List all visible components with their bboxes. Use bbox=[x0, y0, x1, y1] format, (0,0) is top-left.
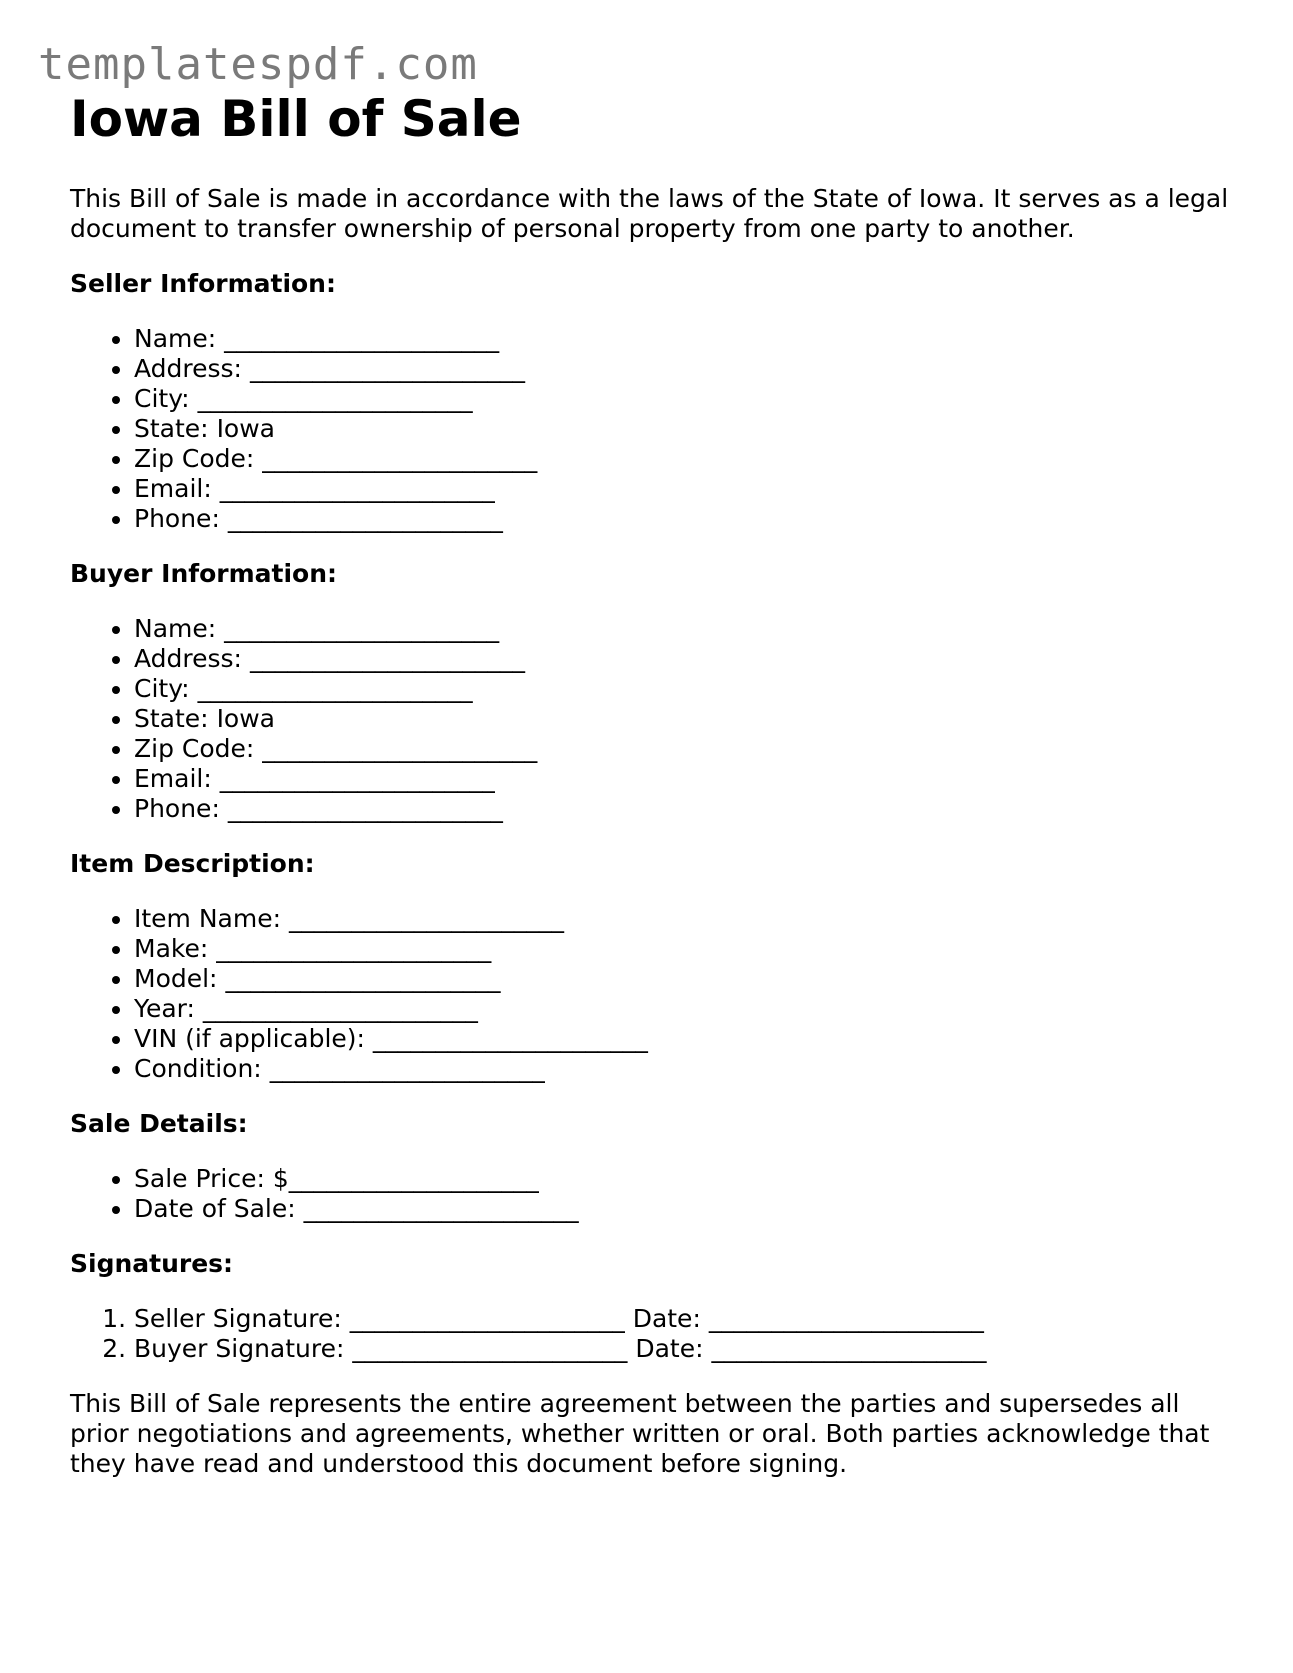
item-year-field[interactable] bbox=[134, 994, 1230, 1024]
field-blank[interactable]: ______________________ bbox=[219, 764, 495, 793]
buyer-city-field[interactable] bbox=[134, 674, 1230, 704]
seller-phone-field[interactable] bbox=[134, 504, 1230, 534]
sale-list bbox=[70, 1164, 1230, 1224]
field-blank[interactable]: ______________________ bbox=[224, 324, 500, 353]
field-blank[interactable]: ______________________ bbox=[202, 994, 478, 1023]
buyer-name-field[interactable] bbox=[134, 614, 1230, 644]
field-value: Iowa bbox=[216, 704, 275, 733]
field-blank[interactable]: ______________________ bbox=[225, 964, 501, 993]
field-label: Email: bbox=[134, 474, 212, 503]
seller-city-field[interactable] bbox=[134, 384, 1230, 414]
field-label: Date of Sale: bbox=[134, 1194, 296, 1223]
field-blank[interactable]: ______________________ bbox=[227, 504, 503, 533]
seller-name-field[interactable] bbox=[134, 324, 1230, 354]
document-body bbox=[70, 88, 1230, 1479]
date-blank[interactable]: ______________________ bbox=[708, 1304, 984, 1333]
signatures-heading: Signatures: bbox=[70, 1249, 234, 1278]
field-label: Buyer Signature: bbox=[134, 1334, 345, 1363]
field-label: Email: bbox=[134, 764, 212, 793]
item-model-field[interactable] bbox=[134, 964, 1230, 994]
field-blank[interactable]: ______________________ bbox=[219, 474, 495, 503]
date-label: Date: bbox=[632, 1304, 701, 1333]
date-label: Date: bbox=[635, 1334, 704, 1363]
field-blank[interactable]: ____________________ bbox=[288, 1164, 539, 1193]
field-blank[interactable]: ______________________ bbox=[224, 614, 500, 643]
seller-signature-line[interactable] bbox=[134, 1304, 1230, 1334]
field-blank[interactable]: ______________________ bbox=[249, 354, 525, 383]
item-vin-field[interactable] bbox=[134, 1024, 1230, 1054]
field-label: City: bbox=[134, 384, 190, 413]
item-condition-field[interactable] bbox=[134, 1054, 1230, 1084]
buyer-zip-field[interactable] bbox=[134, 734, 1230, 764]
field-blank[interactable]: ______________________ bbox=[197, 384, 473, 413]
sale-price-field[interactable] bbox=[134, 1164, 1230, 1194]
field-label: State: bbox=[134, 414, 209, 443]
seller-address-field[interactable] bbox=[134, 354, 1230, 384]
field-label: Phone: bbox=[134, 794, 220, 823]
item-name-field[interactable] bbox=[134, 904, 1230, 934]
field-label: Make: bbox=[134, 934, 209, 963]
seller-heading: Seller Information: bbox=[70, 269, 336, 298]
field-label: Condition: bbox=[134, 1054, 262, 1083]
field-blank[interactable]: ______________________ bbox=[262, 444, 538, 473]
field-blank[interactable]: ______________________ bbox=[289, 904, 564, 933]
field-label: City: bbox=[134, 674, 190, 703]
field-blank[interactable]: ______________________ bbox=[249, 644, 525, 673]
field-blank[interactable]: ______________________ bbox=[269, 1054, 545, 1083]
field-blank[interactable]: ______________________ bbox=[197, 674, 473, 703]
buyer-phone-field[interactable] bbox=[134, 794, 1230, 824]
field-label: Name: bbox=[134, 324, 217, 353]
date-blank[interactable]: ______________________ bbox=[711, 1334, 987, 1363]
field-blank[interactable]: ______________________ bbox=[216, 934, 492, 963]
sale-heading: Sale Details: bbox=[70, 1109, 248, 1138]
field-blank[interactable]: ______________________ bbox=[303, 1194, 579, 1223]
field-label: Name: bbox=[134, 614, 217, 643]
intro-paragraph: This Bill of Sale is made in accordance with the laws of the State of Iowa. It serves as a legal document to transfer ownership of personal property from one party to another. bbox=[70, 184, 1229, 243]
buyer-email-field[interactable] bbox=[134, 764, 1230, 794]
field-label: Address: bbox=[134, 354, 242, 383]
item-make-field[interactable] bbox=[134, 934, 1230, 964]
field-label: State: bbox=[134, 704, 209, 733]
signatures-list bbox=[70, 1304, 1230, 1364]
field-label: Zip Code: bbox=[134, 734, 255, 763]
buyer-address-field[interactable] bbox=[134, 644, 1230, 674]
field-value: Iowa bbox=[216, 414, 275, 443]
signature-blank[interactable]: ______________________ bbox=[349, 1304, 625, 1333]
buyer-signature-line[interactable] bbox=[134, 1334, 1230, 1364]
field-label: Zip Code: bbox=[134, 444, 255, 473]
field-blank[interactable]: ______________________ bbox=[227, 794, 503, 823]
sale-date-field[interactable] bbox=[134, 1194, 1230, 1224]
field-blank[interactable]: ______________________ bbox=[262, 734, 538, 763]
field-label: Sale Price: $ bbox=[134, 1164, 289, 1193]
seller-zip-field[interactable] bbox=[134, 444, 1230, 474]
buyer-heading: Buyer Information: bbox=[70, 559, 338, 588]
item-list bbox=[70, 904, 1230, 1084]
field-label: VIN (if applicable): bbox=[134, 1024, 365, 1053]
field-label: Phone: bbox=[134, 504, 220, 533]
page-title: Iowa Bill of Sale bbox=[70, 90, 522, 148]
field-label: Model: bbox=[134, 964, 218, 993]
field-label: Address: bbox=[134, 644, 242, 673]
field-label: Seller Signature: bbox=[134, 1304, 342, 1333]
item-heading: Item Description: bbox=[70, 849, 315, 878]
buyer-state-field bbox=[134, 704, 1230, 734]
field-label: Year: bbox=[134, 994, 195, 1023]
watermark: templatespdf.com bbox=[38, 39, 478, 90]
field-blank[interactable]: ______________________ bbox=[372, 1024, 648, 1053]
seller-state-field bbox=[134, 414, 1230, 444]
field-label: Item Name: bbox=[134, 904, 282, 933]
seller-email-field[interactable] bbox=[134, 474, 1230, 504]
closing-paragraph: This Bill of Sale represents the entire agreement between the parties and supersedes all prior negotiations and agreements, whether written or oral. Both parties acknowledge that they have read and understood this document before signing. bbox=[70, 1389, 1210, 1478]
buyer-list bbox=[70, 614, 1230, 824]
seller-list bbox=[70, 324, 1230, 534]
signature-blank[interactable]: ______________________ bbox=[352, 1334, 628, 1363]
